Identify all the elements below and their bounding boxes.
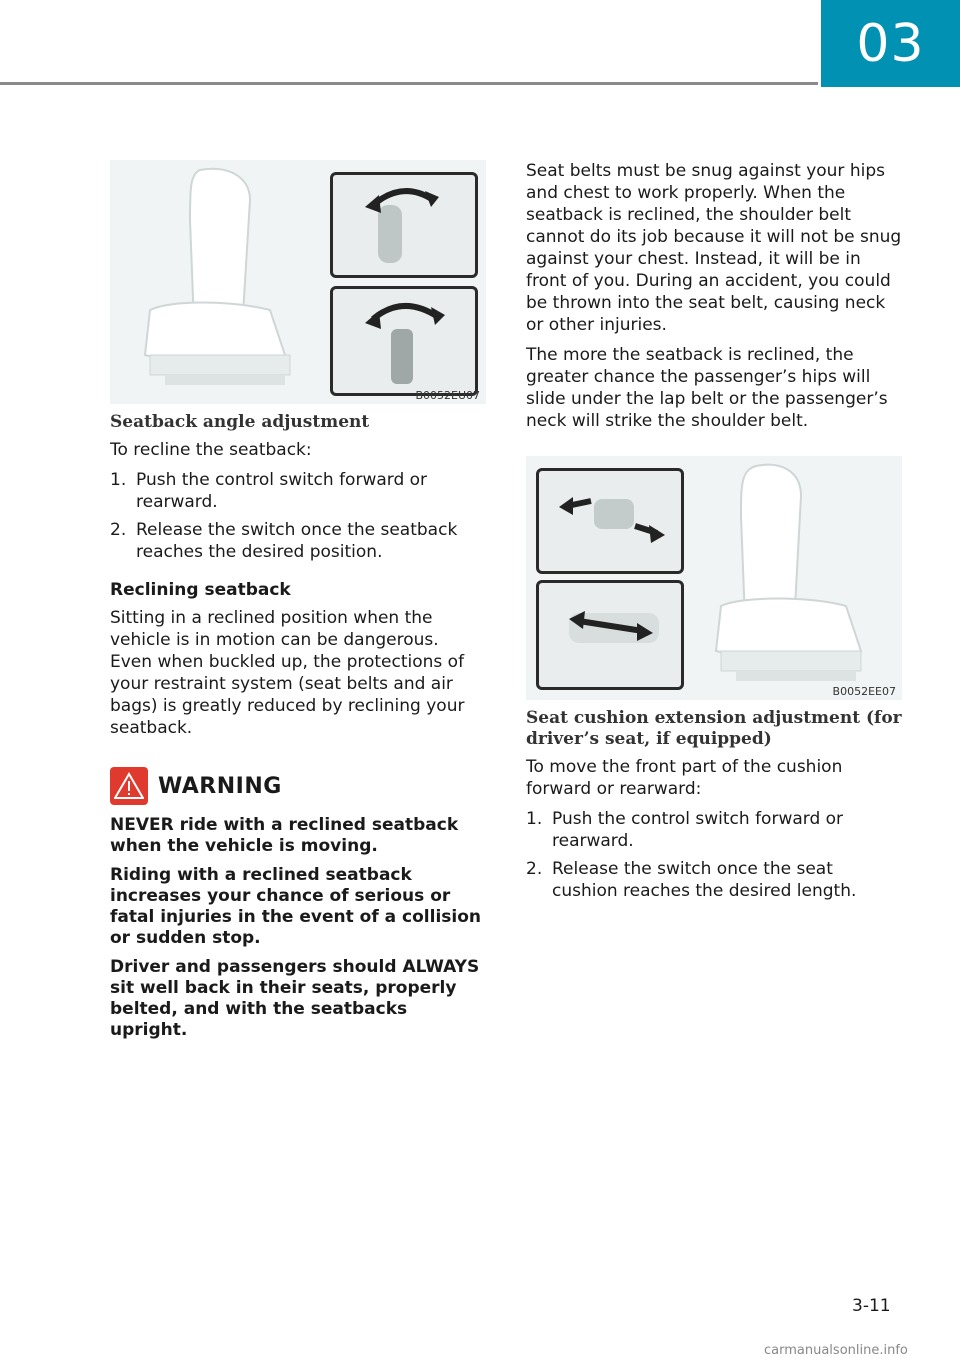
left-column — [110, 160, 486, 1049]
warning-block — [110, 767, 486, 1041]
list-item: 2. Release the switch once the seatback reaches the desired position. — [110, 520, 458, 562]
chapter-tab: 03 — [821, 0, 960, 87]
intro-text: To move the front part of the cushion forward or rearward: — [526, 757, 843, 799]
watermark: carmanualsonline.info — [764, 1343, 908, 1358]
right-column — [526, 160, 902, 910]
steps-list — [526, 808, 902, 902]
warning-icon — [110, 767, 148, 805]
warning-para: Riding with a reclined seatback increases your chance of serious or fatal injuries in the event of a collision or sudden stop. — [110, 865, 482, 948]
warning-para: Driver and passengers should ALWAYS sit well back in their seats, properly belted, and with the seatbacks upright. — [110, 957, 480, 1040]
seat-illustration — [526, 456, 902, 700]
page-number: 3-11 — [852, 1296, 891, 1316]
header-rule — [0, 82, 818, 85]
list-item: 1. Push the control switch forward or rearward. — [110, 470, 428, 512]
section-heading: Seat cushion extension adjustment (for driver’s seat, if equipped) — [526, 708, 902, 749]
sub-heading: Reclining seatback — [110, 580, 291, 600]
figure-code: B0052EE07 — [832, 685, 896, 698]
sub-body: Sitting in a reclined position when the vehicle is in motion can be dangerous. Even when buckled up, the protections of your restraint system (seat belts and air bags) is greatly reduced by reclining your seatback. — [110, 608, 465, 738]
figure-code: B0052EU07 — [415, 389, 480, 402]
warning-title: WARNING — [158, 773, 282, 799]
cushion-figure — [526, 456, 902, 700]
body-para: Seat belts must be snug against your hips and chest to work properly. When the seatback is reclined, the shoulder belt cannot do its job because it will not be snug against your chest. Instead, it will be in front of you. During an accident, you could be thrown into the seat belt, causing neck or other injuries. — [526, 161, 902, 335]
section-heading: Seatback angle adjustment — [110, 412, 370, 432]
intro-text: To recline the seatback: — [110, 440, 312, 460]
list-item: 2. Release the switch once the seat cushion reaches the desired length. — [526, 859, 857, 901]
inset-recline-motion — [330, 286, 478, 396]
seatback-figure — [110, 160, 486, 404]
list-item: 1. Push the control switch forward or rearward. — [526, 809, 844, 851]
steps-list — [110, 469, 486, 563]
warning-para: NEVER ride with a reclined seatback when the vehicle is moving. — [110, 815, 459, 856]
inset-recline-switch — [330, 172, 478, 278]
body-para: The more the seatback is reclined, the greater chance the passenger’s hips will slide under the lap belt or the passenger’s neck will strike the shoulder belt. — [526, 345, 888, 431]
